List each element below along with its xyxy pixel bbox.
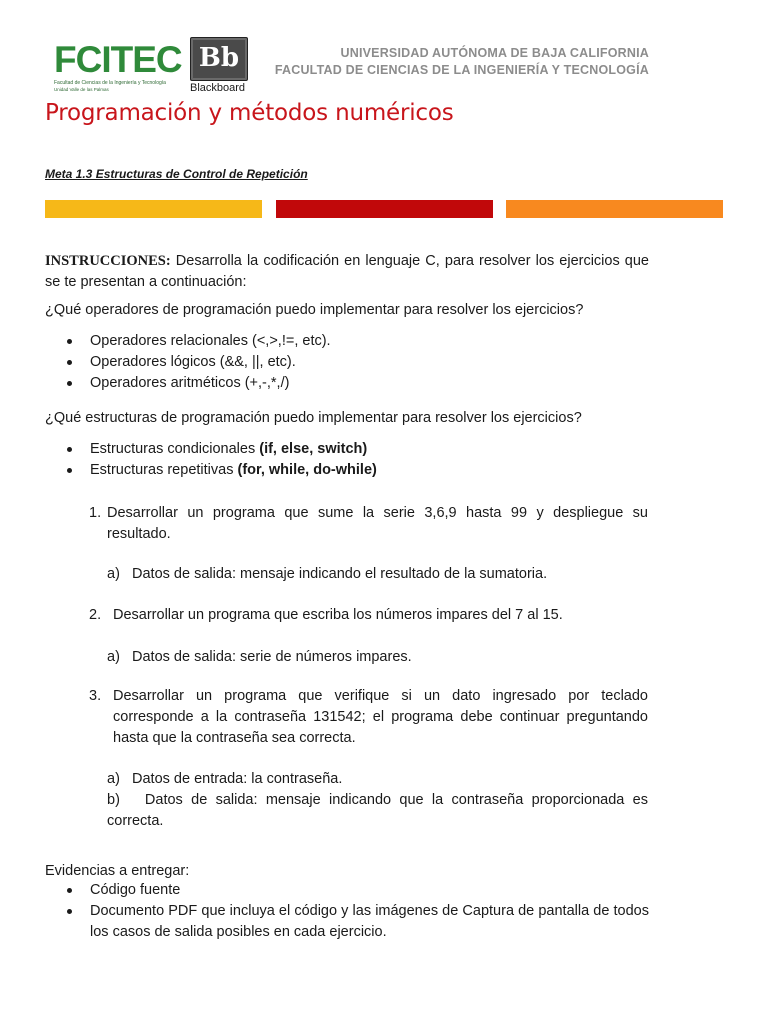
fcitec-logo-subline: Facultad de Ciencias de la Ingeniería y Tecnología [54, 80, 166, 86]
bullet-icon [67, 447, 72, 452]
question-operators: ¿Qué operadores de programación puedo implementar para resolver los ejercicios? [45, 302, 584, 318]
exercise-2 [89, 605, 648, 626]
instructions-label: INSTRUCCIONES: [45, 253, 171, 269]
faculty-name: FACULTAD DE CIENCIAS DE LA INGENIERÍA Y TECNOLOGÍA [274, 63, 649, 77]
list-item [45, 331, 655, 352]
list-item-text: Documento PDF que incluya el código y las imágenes de Captura de pantalla de todos los casos de salida posibles en cada ejercicio. [90, 903, 649, 940]
blackboard-logo-caption: Blackboard [190, 82, 246, 94]
exercise-text: Desarrollar un programa que sume la serie 3,6,9 hasta 99 y despliegue su resultado. [107, 505, 648, 542]
exercise-3-sub-b [107, 790, 648, 832]
bullet-icon [67, 360, 72, 365]
fcitec-logo-wordmark: FCITEC [54, 39, 182, 80]
list-item [45, 880, 649, 901]
list-item-text: Operadores lógicos (&&, ||, etc). [90, 354, 296, 370]
list-item [45, 901, 649, 943]
bullet-icon [67, 909, 72, 914]
exercise-text: Desarrollar un programa que escriba los números impares del 7 al 15. [113, 607, 563, 623]
list-item [45, 439, 655, 460]
meta-heading: Meta 1.3 Estructuras de Control de Repetición [45, 167, 308, 181]
sub-item-text: Datos de entrada: la contraseña. [132, 771, 343, 787]
sub-item-text: Datos de salida: serie de números impares. [132, 649, 412, 665]
list-item-text: Código fuente [90, 882, 181, 898]
bullet-icon [67, 468, 72, 473]
operators-list [45, 331, 655, 394]
institution-header [275, 45, 649, 79]
exercise-number: 3. [89, 688, 102, 704]
sub-item-letter: b) [107, 792, 120, 808]
sub-item-letter: a) [107, 649, 120, 665]
exercise-number: 2. [89, 607, 102, 623]
structures-list [45, 439, 655, 481]
list-item-text [90, 439, 655, 460]
exercise-3-sub-a [107, 769, 648, 790]
exercise-1 [89, 503, 648, 545]
university-name: UNIVERSIDAD AUTÓNOMA DE BAJA CALIFORNIA [340, 46, 649, 60]
course-title: Programación y métodos numéricos [45, 100, 454, 126]
exercise-1-sub-a [107, 564, 648, 585]
list-item-bold: (for, while, do-while) [237, 462, 377, 478]
sub-item-letter: a) [107, 771, 120, 787]
bullet-icon [67, 339, 72, 344]
blackboard-logo [190, 37, 248, 81]
list-item-text: Operadores aritméticos (+,-,*,/) [90, 375, 290, 391]
decor-bar-orange [506, 200, 723, 218]
list-item [45, 460, 655, 481]
list-item-plain: Estructuras repetitivas [90, 462, 238, 478]
fcitec-logo-subline-2: Unidad Valle de las Palmas [54, 87, 109, 92]
list-item [45, 373, 655, 394]
list-item [45, 352, 655, 373]
exercise-2-sub-a [107, 647, 648, 668]
sub-item-text: Datos de salida: mensaje indicando el resultado de la sumatoria. [132, 566, 548, 582]
exercise-number: 1. [89, 505, 102, 521]
evidence-list [45, 880, 649, 943]
blackboard-logo-mark: Bb [198, 43, 240, 73]
list-item-text [90, 460, 655, 481]
instructions-text: Desarrolla la codificación en lenguaje C, para resolver los ejercicios que se te presentan a continuación: [45, 253, 649, 290]
list-item-plain: Estructuras condicionales [90, 441, 260, 457]
list-item-bold: (if, else, switch) [259, 441, 368, 457]
instructions-paragraph [45, 251, 649, 293]
bullet-icon [67, 888, 72, 893]
list-item-text: Operadores relacionales (<,>,!=, etc). [90, 333, 331, 349]
sub-item-letter: a) [107, 566, 120, 582]
sub-item-text: Datos de salida: mensaje indicando que la contraseña proporcionada es correcta. [107, 792, 648, 829]
decor-bar-red [276, 200, 493, 218]
bullet-icon [67, 381, 72, 386]
fcitec-logo [54, 39, 182, 98]
question-structures: ¿Qué estructuras de programación puedo implementar para resolver los ejercicios? [45, 410, 582, 426]
exercise-3 [89, 686, 648, 749]
exercise-text: Desarrollar un programa que verifique si un dato ingresado por teclado corresponde a la contraseña 131542; el programa debe continuar preguntando hasta que la contraseña sea correcta. [113, 688, 648, 746]
decor-bar-yellow [45, 200, 262, 218]
evidence-heading: Evidencias a entregar: [45, 863, 190, 879]
